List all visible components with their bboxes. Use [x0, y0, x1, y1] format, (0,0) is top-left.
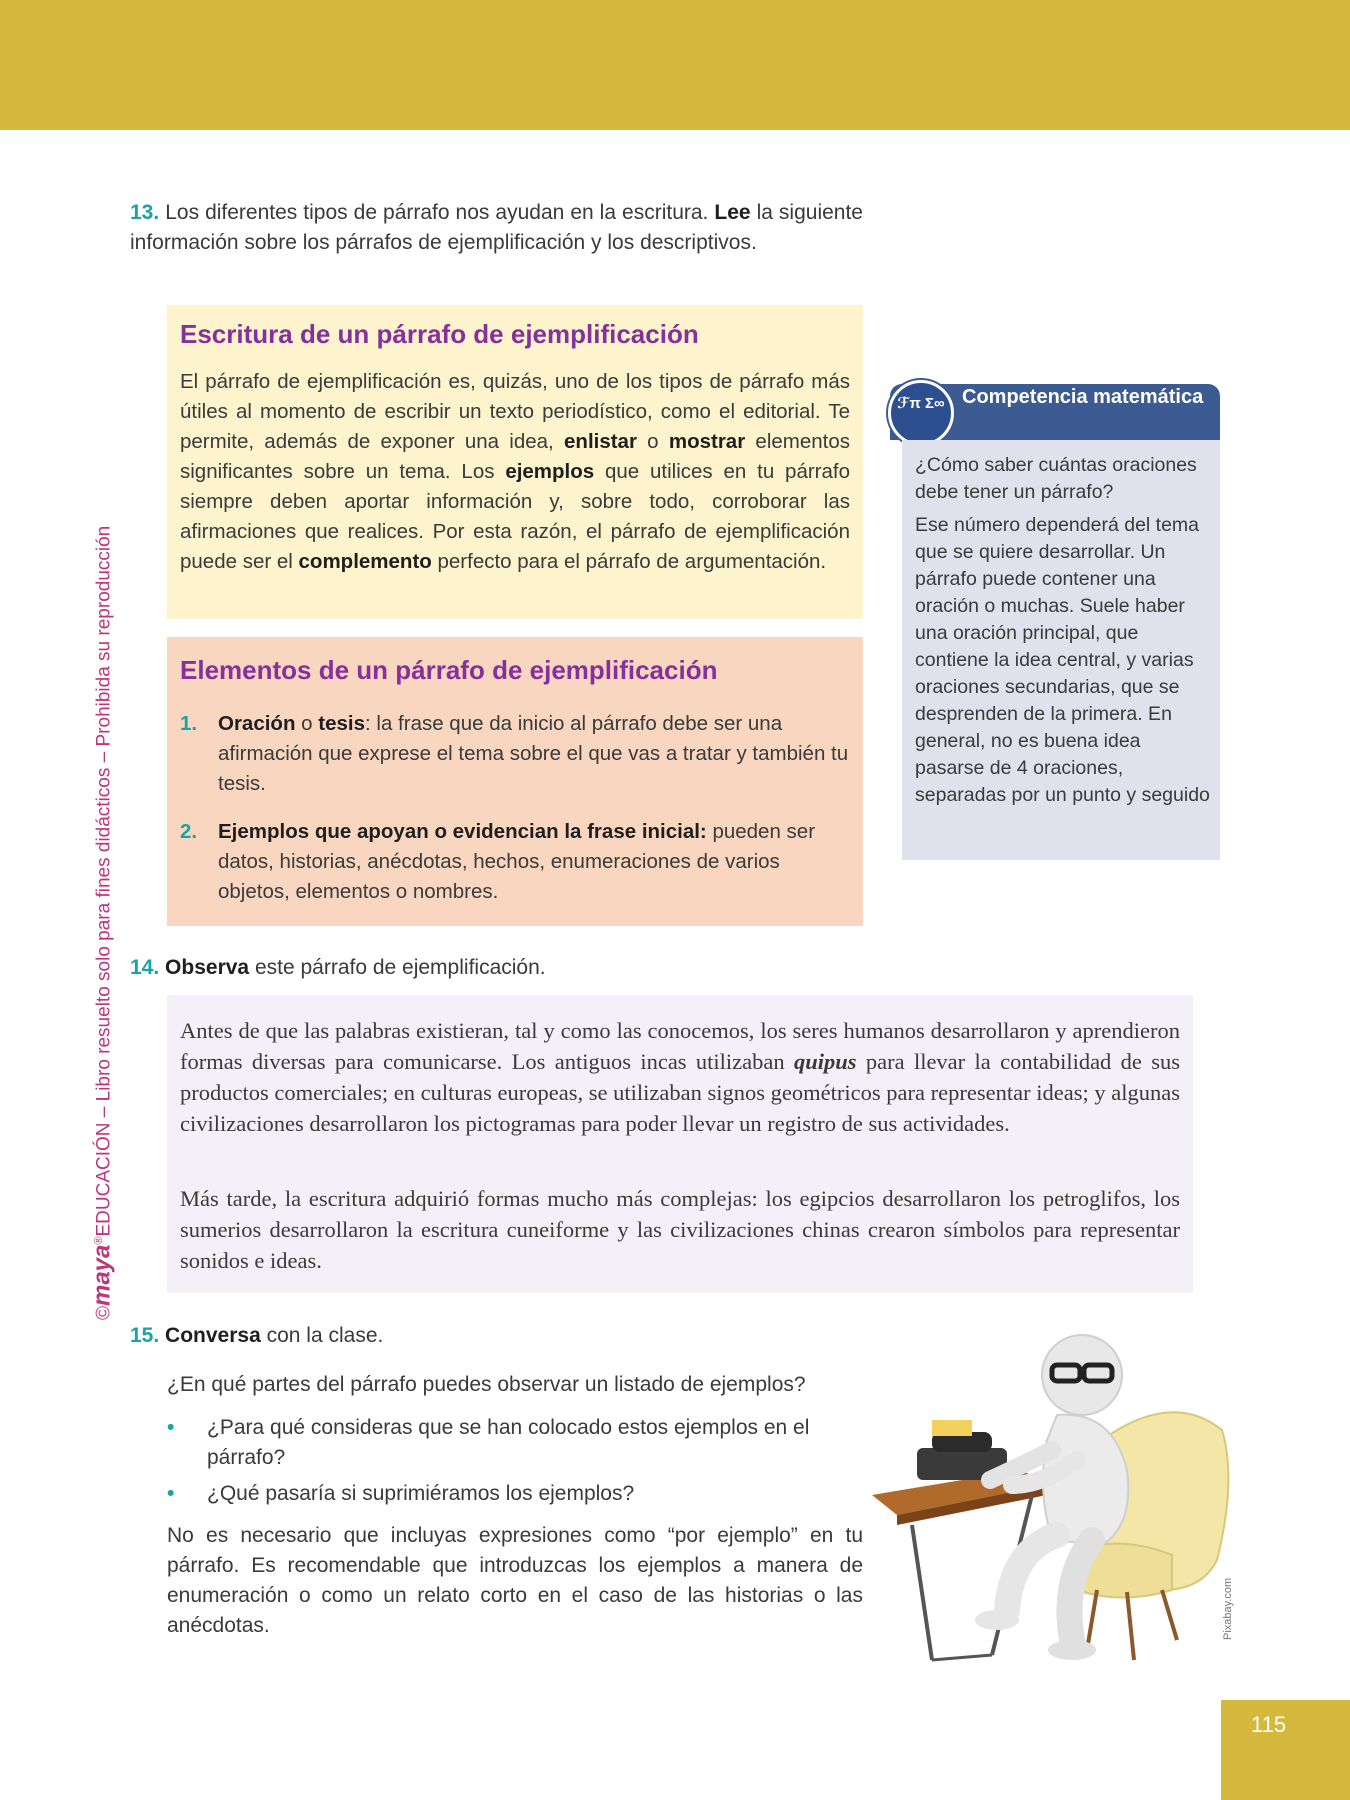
- question-15-prompt: ¿En qué partes del párrafo puedes observar un listado de ejemplos?: [167, 1373, 806, 1396]
- math-icon: ℱπ Σ∞: [888, 380, 954, 446]
- example-paragraph-1: Antes de que las palabras existieran, tal y como las conocemos, los seres humanos desarrollaron y aprendieron formas diversas para comunicarse. Los antiguos incas utilizaban quipus para llevar la contabilidad de sus productos comerciales; en culturas europeas, se utilizaban signos geométricos para representar ideas; y algunas civilizaciones desarrollaron los pictogramas para poder llevar un registro de sus actividades.: [180, 1018, 1181, 1136]
- box-title: Escritura de un párrafo de ejemplificación: [180, 319, 699, 349]
- writing-info-box: [167, 305, 863, 619]
- typing-figure-illustration: [872, 1320, 1252, 1680]
- question-14: 14. Observa este párrafo de ejemplificación.: [130, 956, 546, 979]
- elements-info-box: [167, 637, 863, 926]
- competencia-title: Competencia matemática: [962, 386, 1204, 408]
- list-item: 1. Oración o tesis: la frase que da inicio al párrafo debe ser una afirmación que exprese el tema sobre el que vas a tratar y también tu tesis.: [180, 712, 849, 795]
- competencia-body: [902, 440, 1220, 860]
- example-paragraph-box: [167, 995, 1193, 1293]
- question-15: 15. Conversa con la clase.: [130, 1324, 384, 1347]
- page-number: 115: [1251, 1712, 1287, 1737]
- page-number-box: [1221, 1700, 1350, 1800]
- image-credit: Pixabay.com: [1222, 1577, 1234, 1640]
- bullet-item: • ¿Para qué consideras que se han colocado estos ejemplos en el párrafo?: [167, 1416, 810, 1469]
- question-number: 14.: [130, 956, 160, 979]
- box-text: El párrafo de ejemplificación es, quizás, uno de los tipos de párrafo más útiles al momento de escribir un texto periodístico, como el editorial. Te permite, además de exponer una idea, enlistar o mostrar elementos significantes sobre un tema. Los ejemplos que utilices en tu párrafo siempre deben aportar información y, sobre todo, corroborar las afirmaciones que realices. Por esta razón, el párrafo de ejemplificación puede ser el complemento perfecto para el párrafo de argumentación.: [180, 370, 851, 573]
- question-13: 13. Los diferentes tipos de párrafo nos ayudan en la escritura. Lee la siguiente información sobre los párrafos de ejemplificación y los descriptivos.: [130, 201, 863, 254]
- example-paragraph-2: Más tarde, la escritura adquirió formas mucho más complejas: los egipcios desarrollaron los petroglifos, los sumerios desarrollaron la escritura cuneiforme y las civilizaciones chinas crearon símbolos para representar sonidos e ideas.: [180, 1186, 1180, 1273]
- question-15-note: No es necesario que incluyas expresiones como “por ejemplo” en tu párrafo. Es recomendable que introduzcas los ejemplos a manera de enumeración o como un relato corto en el caso de las historias o las anécdotas.: [167, 1524, 863, 1637]
- box-title: Elementos de un párrafo de ejemplificación: [180, 655, 718, 685]
- question-number: 13.: [130, 201, 160, 224]
- competencia-question: ¿Cómo saber cuántas oraciones debe tener un párrafo?: [915, 454, 1197, 503]
- header-band: [0, 0, 1350, 130]
- question-number: 15.: [130, 1324, 160, 1347]
- brand-logo: maya: [88, 1244, 116, 1306]
- copyright-sidebar: ©maya®EDUCACIÓN – Libro resuelto solo para fines didácticos – Prohibida su reproducción: [88, 525, 116, 1320]
- competencia-answer: Ese número dependerá del tema que se quiere desarrollar. Un párrafo puede contener una oración o muchas. Suele haber una oración principal, que contiene la idea central, y varias oraciones secundarias, que se desprenden de la primera. En general, no es buena idea pasarse de 4 oraciones, separadas por un punto y seguido: [915, 514, 1210, 806]
- bullet-item: • ¿Qué pasaría si suprimiéramos los ejemplos?: [167, 1482, 635, 1505]
- list-item: 2. Ejemplos que apoyan o evidencian la frase inicial: pueden ser datos, historias, anécdotas, hechos, enumeraciones de varios objetos, elementos o nombres.: [180, 820, 816, 903]
